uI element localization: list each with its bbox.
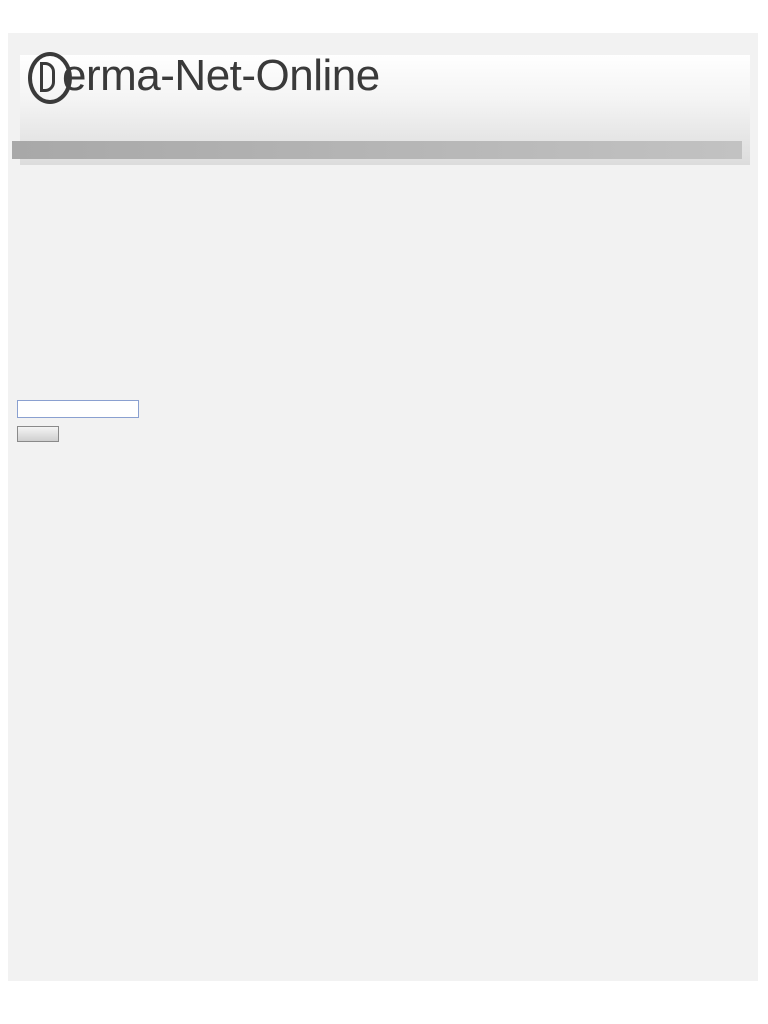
logo-text: e rma-Net-Online: [62, 51, 380, 100]
main-content: [152, 172, 742, 186]
site-logo[interactable]: [28, 50, 380, 106]
search-input[interactable]: [17, 400, 139, 418]
search-button[interactable]: [17, 426, 59, 442]
top-navigation: [12, 141, 742, 159]
